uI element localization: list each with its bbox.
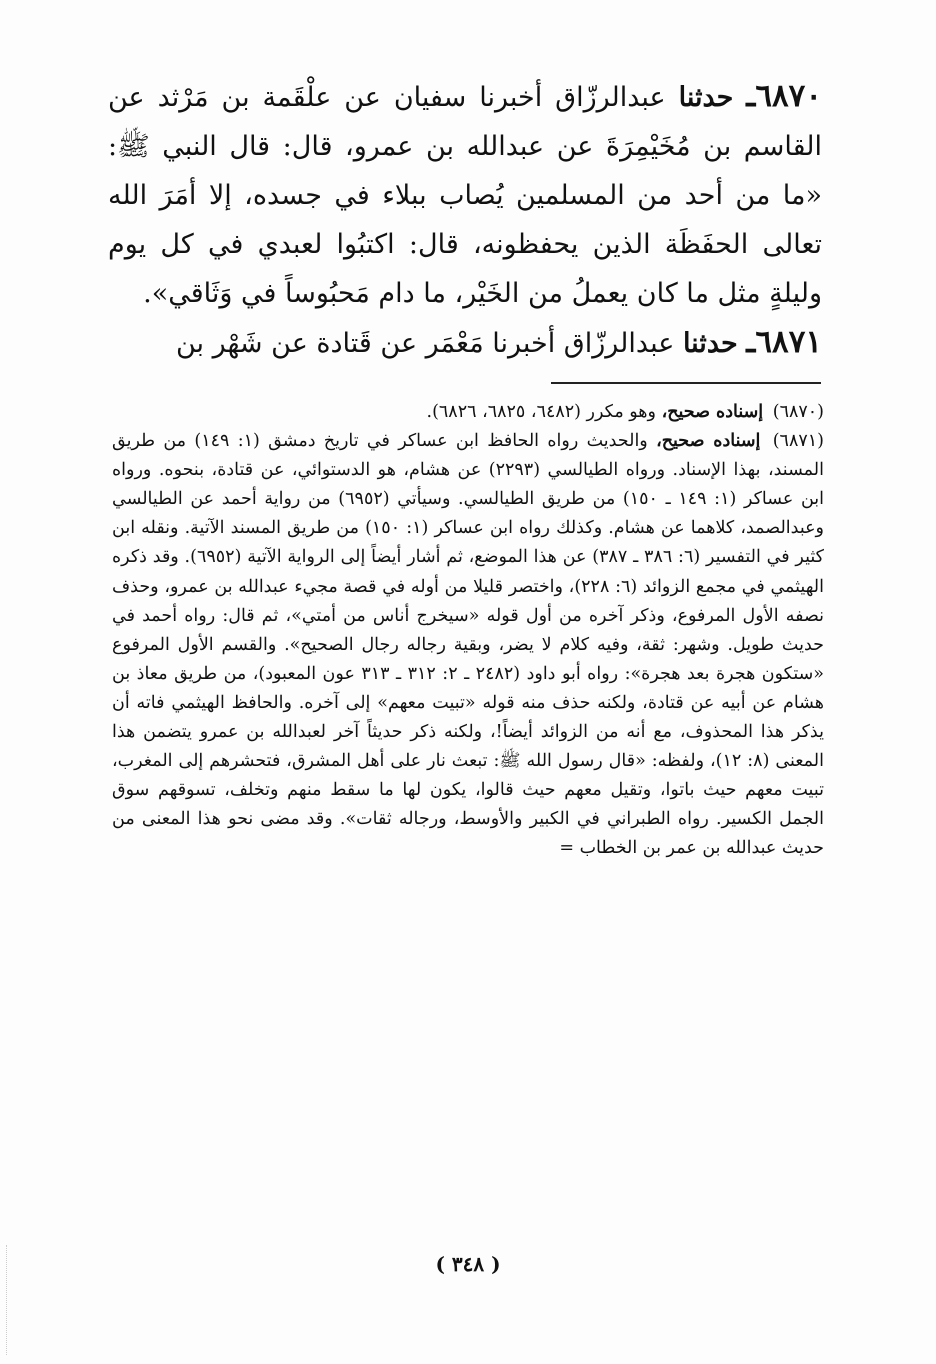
footnote-6870 [112, 398, 824, 427]
hadith-text: عبدالرزّاق أخبرنا سفيان عن علْقَمة بن مَرْثد عن القاسم بن مُخَيْمِرَةَ عن عبدالله بن عمرو، قال: قال النبي ﷺ: «ما من أحد من المسلمين يُصاب ببلاء في جسده، إلا أمَرَ الله تعالى الحفَظَة الذين يحفظونه، قال: اكتبُوا لعبدي في كل يوم وليلةٍ مثل ما كان يعملُ من الخَيْر، ما دام مَحبُوساً في وَثَاقي». [108, 82, 822, 309]
hadith-lead: حدثنا [678, 82, 734, 113]
footnote-number: (٦٨٧١) [772, 431, 824, 452]
footnote-text: والحديث رواه الحافظ ابن عساكر في تاريخ دمشق (١: ١٤٩) من طريق المسند، بهذا الإسناد. ورواه الطيالسي (٢٢٩٣) عن هشام، هو الدستوائي، عن قتادة، بنحوه. ورواه ابن عساكر (١: ١٤٩ ـ ١٥٠) من طريق الطيالسي. وسيأتي (٦٩٥٢) من رواية أحمد عن الطيالسي وعبدالصمد، كلاهما عن هشام. وكذلك رواه ابن عساكر (١: ١٥٠) من طريق المسند الآتية. ونقله ابن كثير في التفسير (٦: ٣٨٦ ـ ٣٨٧) عن هذا الموضع، ثم أشار أيضاً إلى الرواية الآتية (٦٩٥٢). وقد ذكره الهيثمي في مجمع الزوائد (٦: ٢٢٨)، واختصر قليلا من أوله في قصة مجيء عبدالله بن عمرو، وحذف نصفه الأول المرفوع، وذكر آخره من أول قوله «سيخرج أناس من أمتي»، ثم قال: رواه أحمد في حديث طويل. وشهر: ثقة، وفيه كلام لا يضر، وبقية رجاله رجال الصحيح». والقسم الأول المرفوع «ستكون هجرة بعد هجرة»: رواه أبو داود (٢٤٨٢ ـ ٢: ٣١٢ ـ ٣١٣ عون المعبود)، من طريق معاذ بن هشام عن أبيه عن قتادة، ولكنه حذف منه قوله «تبيت معهم» إلى آخره. والحافظ الهيثمي فاته أن يذكر هذا المحذوف، مع أنه من الزوائد أيضاً!، ولكنه ذكر حديثاً آخر لعبدالله بن عمرو يتضمن هذا المعنى (٨: ١٢)، ولفظه: «قال رسول الله ﷺ: تبعث نار على أهل المشرق، فتحشرهم إلى المغرب، تبيت معهم حيث باتوا، وتقيل معهم حيث قالوا، يكون لها ما سقط منهم وتخلف، تسوقهم سوق الجمل الكسير. رواه الطبراني في الكبير والأوسط، ورجاله ثقات». وقد مضى نحو هذا المعنى من حديث عبدالله بن عمر بن الخطاب = [112, 431, 825, 859]
scan-edge-mark [6, 1245, 8, 1355]
hadith-6870 [108, 72, 822, 318]
footnote-verdict: إسناده صحيح، [661, 402, 764, 422]
main-text [108, 72, 822, 368]
footnotes [112, 398, 824, 864]
footnote-number: (٦٨٧٠) [772, 402, 824, 422]
footnote-6871 [112, 427, 824, 863]
hadith-number: ٦٨٧٠ـ [746, 78, 822, 114]
footnote-text: وهو مكرر (٦٤٨٢، ٦٨٢٥، ٦٨٢٦). [426, 402, 656, 422]
footnote-separator [551, 382, 821, 384]
footnote-verdict: إسناده صحيح، [656, 431, 761, 452]
hadith-number: ٦٨٧١ـ [746, 324, 822, 360]
hadith-lead: حدثنا [682, 328, 738, 359]
hadith-6871 [108, 318, 822, 368]
hadith-text: عبدالرزّاق أخبرنا مَعْمَر عن قَتادة عن شَهْر بن [175, 328, 675, 359]
page-number: ( ٣٤٨ ) [435, 1252, 501, 1276]
